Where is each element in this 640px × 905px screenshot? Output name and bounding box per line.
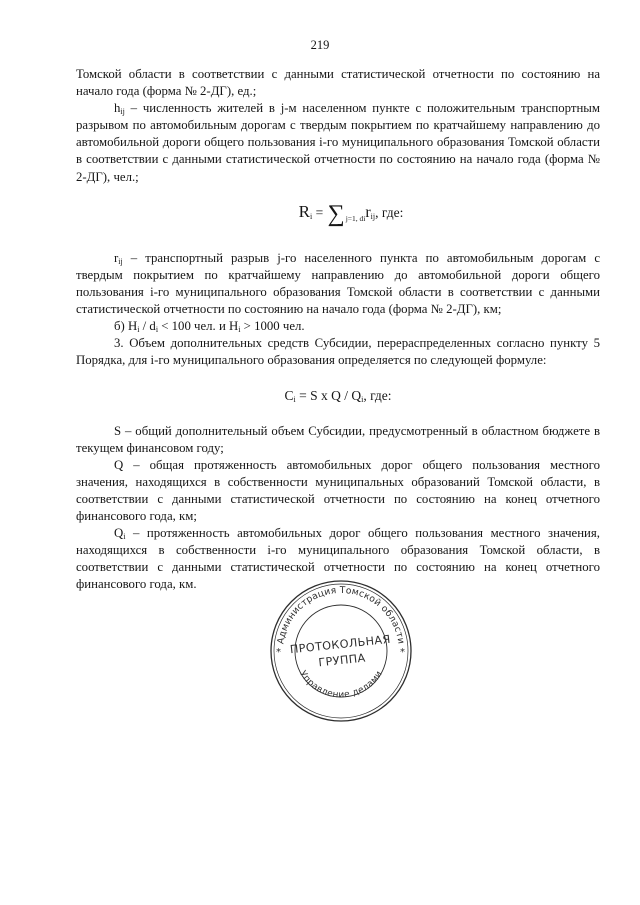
stamp-center-line-2: ГРУППА <box>317 651 367 670</box>
stamp-star-left: * <box>276 647 281 658</box>
h-definition-text: – численность жителей в j-м населенном пункте с положительным транспортным разрывом по автомобильным дорогам с твердым покрытием по кратчайшему направлению до автомобильной дороги общего пользования i-го муниципального образования Томской области в соответствии с данными статистической отчетности по состоянию на начало года (форма № 2-ДГ), чел.; <box>76 101 600 184</box>
var-r: r <box>114 250 119 265</box>
formula-r-equals: = <box>312 204 327 220</box>
paragraph-s-definition: S – общий дополнительный объем Субсидии, предусмотренный в областном бюджете в текущем финансовом году; <box>76 423 600 455</box>
var-r-subscript: ij <box>118 256 123 266</box>
stamp-ring-top-text: Администрация Томской области <box>275 584 407 645</box>
r-definition-text: – транспортный разрыв j-го населенного пункта по автомобильным дорогам с твердым покрытием по кратчайшему направлению до автомобильной дороги общего пользования i-го муниципального образования Томской области в соответствии с данными статистической отчетности по состоянию на начало года (форма № 2-ДГ), км; <box>76 250 600 317</box>
formula-c-lhs: C <box>284 388 294 404</box>
sum-limits: j=1, di <box>345 213 366 223</box>
condition-sub-a: i <box>137 325 140 335</box>
stamp-ring-bottom-text: Управление делами <box>297 669 385 701</box>
official-stamp <box>268 578 414 724</box>
condition-part-b: / d <box>139 319 156 334</box>
var-qi-subscript: i <box>123 532 126 542</box>
formula-c-tail: , где: <box>363 388 392 404</box>
qi-definition-text: – протяженность автомобильных дорог общего пользования местного значения, находящихся в собственности i-го муниципального образования Томской области, в соответствии с данными статистической отчетности по состоянию на конец отчетного финансового года, км. <box>76 526 600 592</box>
formula-c-rhs-subscript: i <box>361 395 364 405</box>
condition-sub-b: i <box>155 325 159 335</box>
paragraph-q-definition: Q – общая протяженность автомобильных дорог общего пользования местного значения, находящихся в собственности муниципальных образований Томской области, в соответствии с данными статистической отчетности по состоянию на конец отчетного финансового года, км; <box>76 457 600 523</box>
paragraph-item-3: 3. Объем дополнительных средств Субсидии, перераспределенных согласно пункту 5 Порядка, для i-го муниципального образования определяется по следующей формуле: <box>76 336 600 368</box>
var-h: h <box>114 101 121 116</box>
paragraph-condition-b <box>76 318 600 335</box>
condition-part-d: > 1000 чел. <box>240 319 305 334</box>
stamp-center-line-1: ПРОТОКОЛЬНАЯ <box>289 632 392 657</box>
document-body <box>76 66 600 593</box>
formula-c-lhs-subscript: i <box>293 395 296 405</box>
formula-r-term-subscript: ij <box>370 211 376 221</box>
condition-sub-c: i <box>238 325 241 335</box>
paragraph-h-definition <box>76 100 600 185</box>
formula-c-rhs: = S x Q / Q <box>295 388 362 404</box>
condition-part-a: б) H <box>114 319 138 334</box>
var-h-subscript: ij <box>120 107 125 117</box>
page-number: 219 <box>310 38 330 52</box>
formula-r-lhs-subscript: i <box>309 211 313 221</box>
formula-r-tail: , где: <box>375 204 404 220</box>
formula-r <box>76 200 600 227</box>
var-qi: Q <box>114 526 124 541</box>
stamp-star-right: * <box>400 647 405 658</box>
sum-sign: ∑ <box>327 200 345 227</box>
paragraph-continuation: Томской области в соответствии с данными статистической отчетности по состоянию на начало года (форма № 2-ДГ), ед.; <box>76 67 600 99</box>
formula-r-lhs: R <box>298 201 310 221</box>
formula-c <box>76 387 600 404</box>
paragraph-r-definition <box>76 250 600 318</box>
condition-part-c: < 100 чел. и H <box>158 319 239 334</box>
formula-r-term: r <box>365 203 371 221</box>
